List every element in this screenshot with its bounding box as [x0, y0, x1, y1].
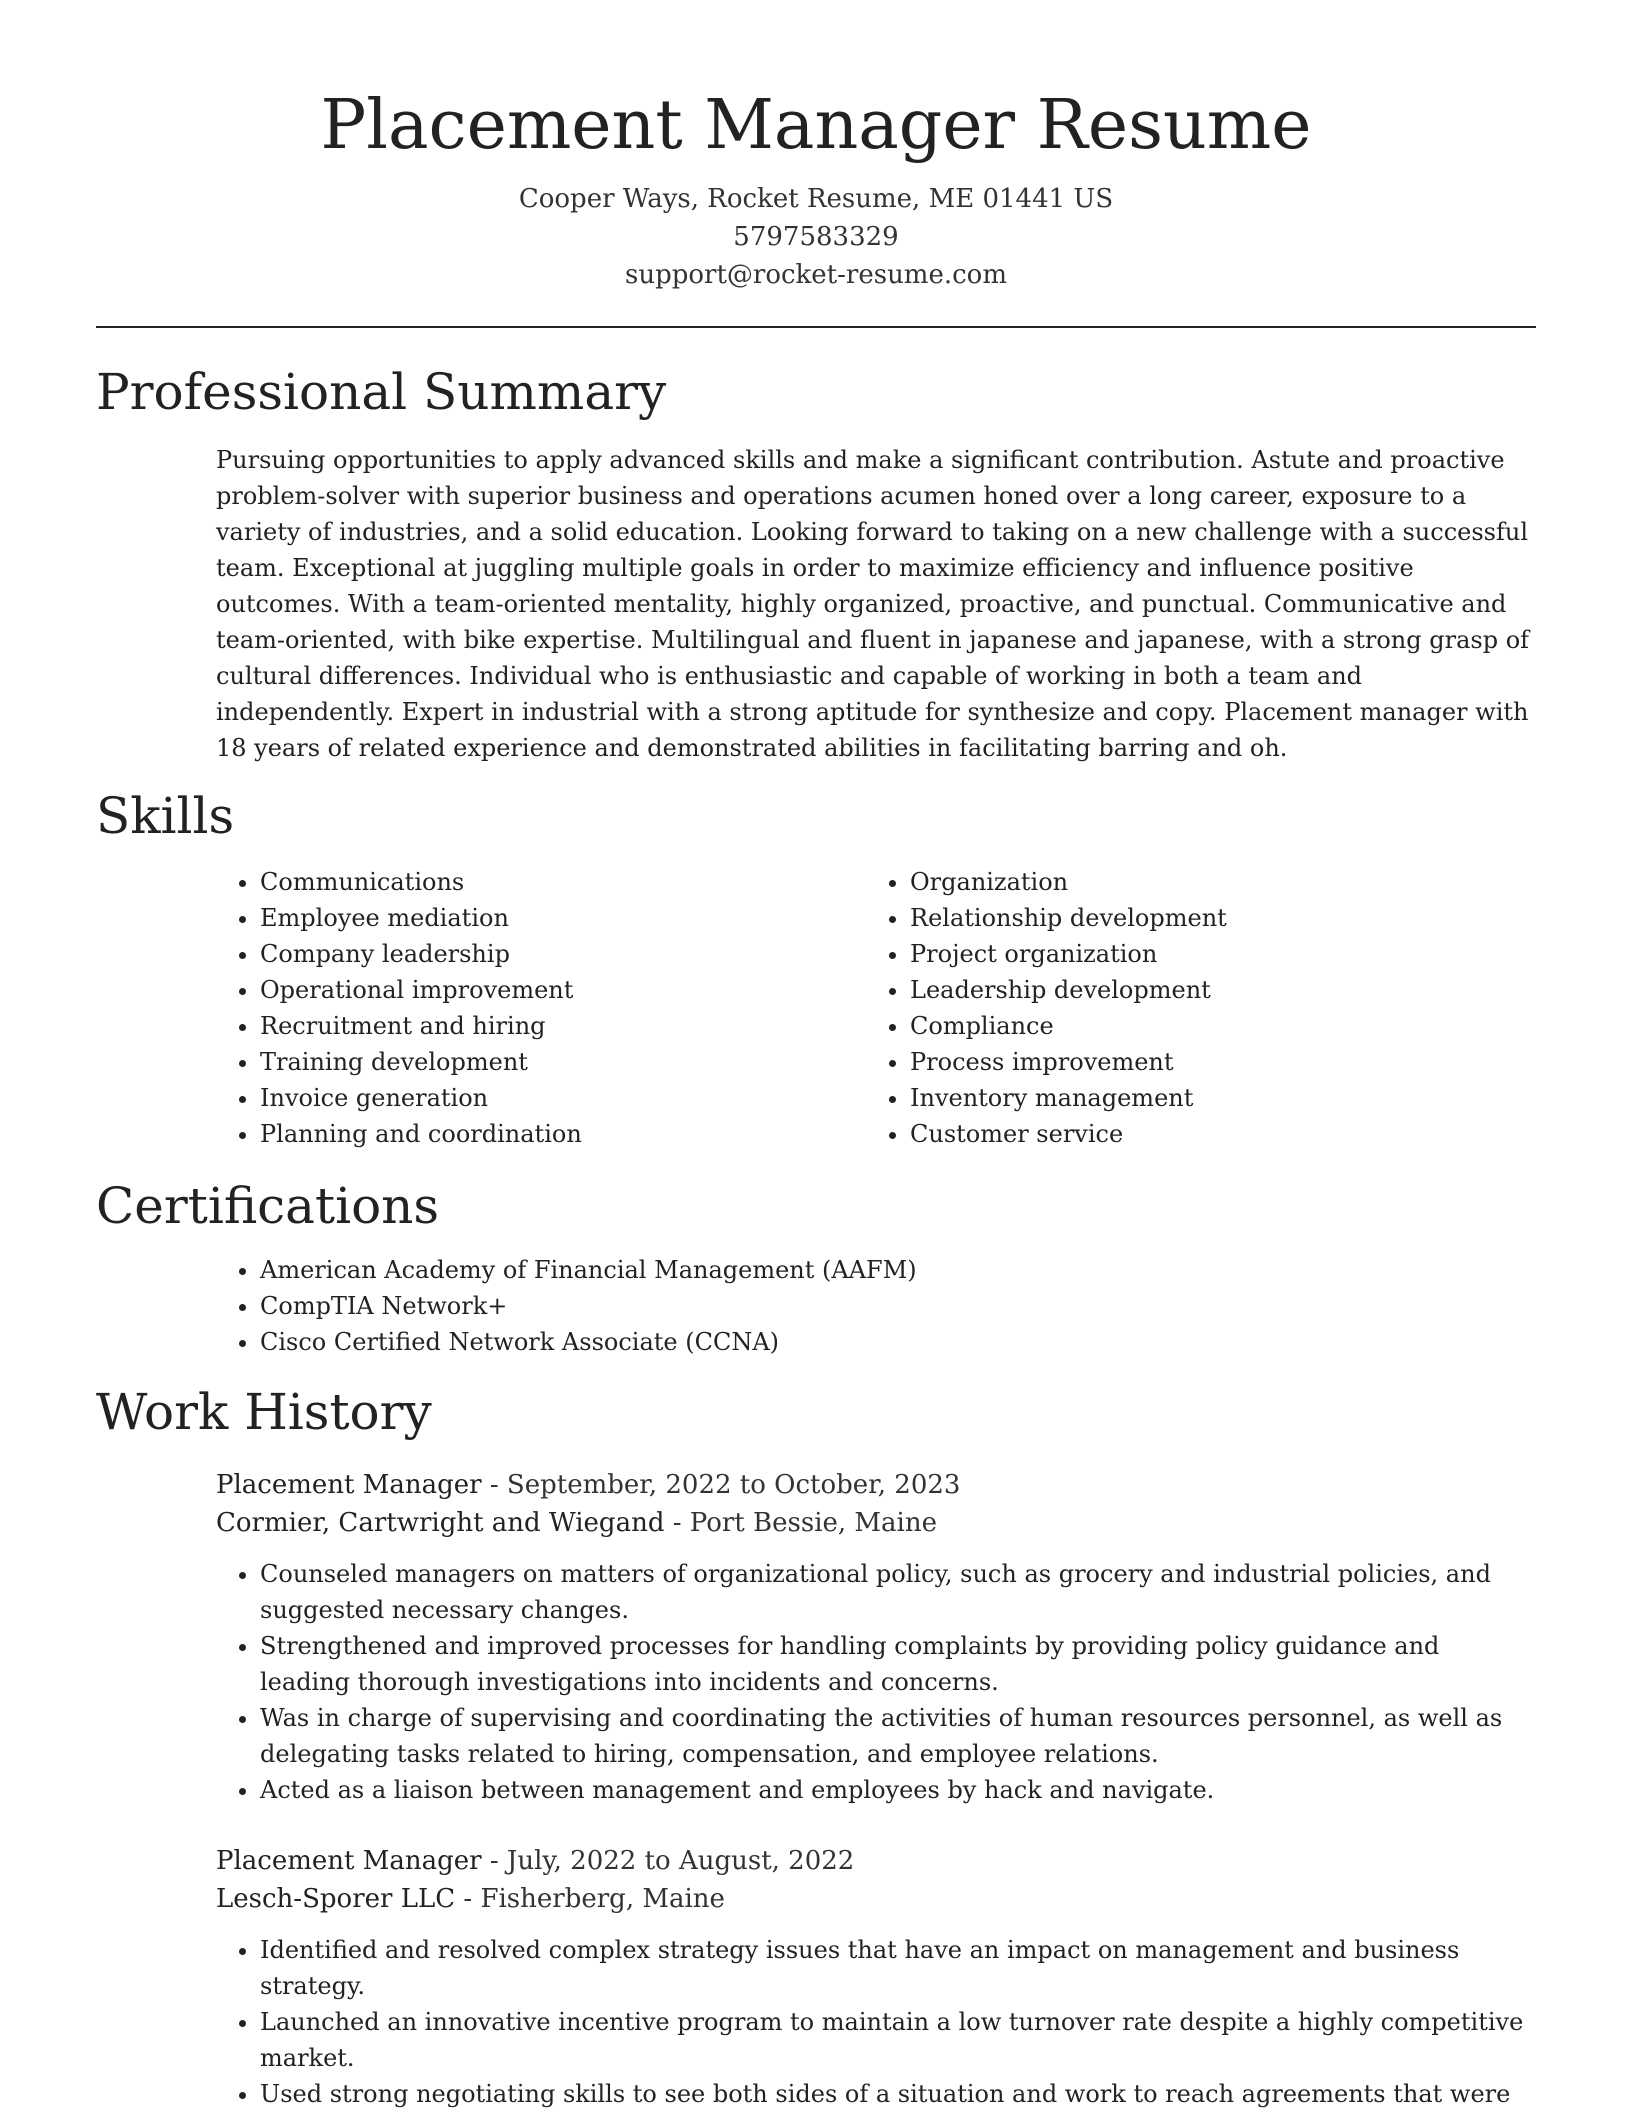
job-company-line: [216, 1504, 1536, 1542]
job-location: - Port Bessie, Maine: [664, 1508, 937, 1538]
job-bullet: • Counseled managers on matters of organizational policy, such as grocery and industrial policies, and suggested necessary changes.: [260, 1556, 1536, 1628]
skill-item: • Operational improvement: [260, 972, 866, 1008]
job-location: - Fisherberg, Maine: [455, 1884, 725, 1914]
contact-address: Cooper Ways, Rocket Resume, ME 01441 US: [518, 184, 1114, 214]
job-bullets-wrap: [216, 1556, 1536, 1808]
skill-item: • Inventory management: [910, 1080, 1516, 1116]
job-dates: - July, 2022 to August, 2022: [481, 1846, 855, 1876]
certification-item: • Cisco Certified Network Associate (CCNA): [260, 1324, 1536, 1360]
skills-section: [96, 786, 1536, 1152]
contact-email: support@rocket-resume.com: [624, 260, 1007, 290]
job-bullet: • Acted as a liaison between management and employees by hack and navigate.: [260, 1772, 1536, 1808]
certifications-list-wrap: [216, 1252, 1536, 1360]
certification-item: • CompTIA Network+: [260, 1288, 1536, 1324]
work-history-heading: Work History: [96, 1383, 432, 1441]
job-bullet: • Was in charge of supervising and coordinating the activities of human resources personnel, as well as delegating tasks related to hiring, compensation, and employee relations.: [260, 1700, 1536, 1772]
skill-item: • Process improvement: [910, 1044, 1516, 1080]
job-title-line: [216, 1466, 1536, 1504]
job-title: Placement Manager: [216, 1470, 482, 1500]
contact-phone: 5797583329: [733, 222, 899, 252]
skill-item: • Recruitment and hiring: [260, 1008, 866, 1044]
job-company-line: [216, 1880, 1536, 1918]
certification-item: • American Academy of Financial Management (AAFM): [260, 1252, 1536, 1288]
summary-heading: Professional Summary: [96, 363, 667, 421]
job-bullet: • Identified and resolved complex strategy issues that have an impact on management and business strategy.: [260, 1932, 1536, 2004]
job-bullets-wrap: [216, 1932, 1536, 2112]
job-entry: [216, 1842, 1536, 2112]
work-history-section: [96, 1382, 1536, 2112]
skill-item: • Leadership development: [910, 972, 1516, 1008]
skill-item: • Planning and coordination: [260, 1116, 866, 1152]
skills-heading: Skills: [96, 787, 235, 845]
job-title: Placement Manager: [216, 1846, 482, 1876]
skill-item: • Compliance: [910, 1008, 1516, 1044]
header-divider: [96, 326, 1536, 328]
resume-header: [96, 0, 1536, 294]
skills-column-left: [216, 864, 866, 1152]
skill-item: • Relationship development: [910, 900, 1516, 936]
summary-text: Pursuing opportunities to apply advanced skills and make a significant contribution. Astute and proactive problem-solver with superior business and operations acumen honed over a long career, exposure to a variety of industries, and a solid education. Looking forward to taking on a new challenge with a successful team. Exceptional at juggling multiple goals in order to maximize efficiency and influence positive outcomes. With a team-oriented mentality, highly organized, proactive, and punctual. Communicative and team-oriented, with bike expertise. Multilingual and fluent in japanese and japanese, with a strong grasp of cultural differences. Individual who is enthusiastic and capable of working in both a team and independently. Expert in industrial with a strong aptitude for synthesize and copy. Placement manager with 18 years of related experience and demonstrated abilities in facilitating barring and oh.: [216, 446, 1530, 762]
job-entry: [216, 1466, 1536, 1808]
skill-item: • Training development: [260, 1044, 866, 1080]
job-bullets: [216, 1932, 1536, 2112]
skill-item: • Communications: [260, 864, 866, 900]
job-bullets: [216, 1556, 1536, 1808]
certifications-section: [96, 1176, 1536, 1360]
certifications-list: [216, 1252, 1536, 1360]
job-dates: - September, 2022 to October, 2023: [481, 1470, 961, 1500]
skills-columns: [216, 864, 1536, 1152]
skills-list-left: [216, 864, 866, 1152]
skill-item: • Customer service: [910, 1116, 1516, 1152]
skill-item: • Project organization: [910, 936, 1516, 972]
resume-title: Placement Manager Resume: [320, 86, 1312, 165]
skill-item: • Organization: [910, 864, 1516, 900]
certifications-heading: Certifications: [96, 1177, 440, 1235]
job-bullet: • Used strong negotiating skills to see both sides of a situation and work to reach agreements that were: [260, 2076, 1536, 2112]
job-bullet: • Strengthened and improved processes for handling complaints by providing policy guidance and leading thorough investigations into incidents and concerns.: [260, 1628, 1536, 1700]
skill-item: • Company leadership: [260, 936, 866, 972]
contact-info: [96, 180, 1536, 294]
job-company: Lesch-Sporer LLC: [216, 1884, 456, 1914]
skill-item: • Employee mediation: [260, 900, 866, 936]
job-title-line: [216, 1842, 1536, 1880]
skill-item: • Invoice generation: [260, 1080, 866, 1116]
professional-summary-section: [96, 362, 1536, 766]
job-company: Cormier, Cartwright and Wiegand: [216, 1508, 665, 1538]
job-bullet: • Launched an innovative incentive program to maintain a low turnover rate despite a highly competitive market.: [260, 2004, 1536, 2076]
skills-list-right: [866, 864, 1516, 1152]
skills-column-right: [866, 864, 1516, 1152]
